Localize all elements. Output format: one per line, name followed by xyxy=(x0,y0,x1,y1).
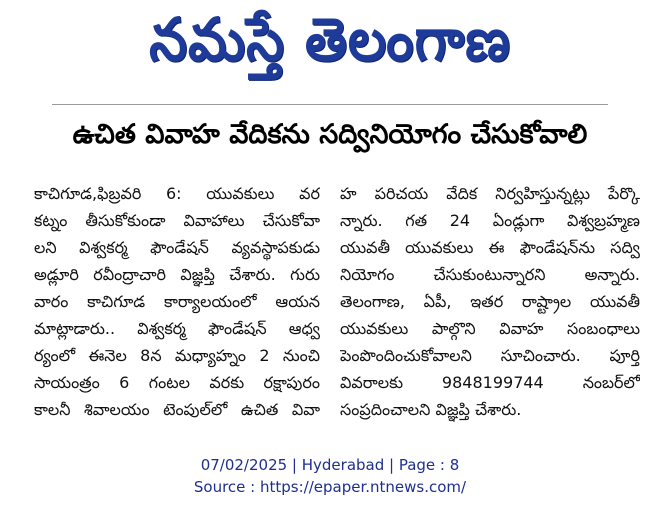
body-line: ర్యంలో ఈనెల 8న మధ్యాహ్నం 2 నుంచి xyxy=(34,346,320,365)
body-line: వారం కాచిగూడ కార్యాలయంలో ఆయన xyxy=(34,292,320,311)
body-line: యువకులు పాల్గొని వివాహ సంబంధాలు xyxy=(340,319,640,338)
edition-info: 07/02/2025 | Hyderabad | Page : 8 xyxy=(200,456,460,474)
divider-line xyxy=(52,104,608,105)
body-line: న్నారు. గత 24 ఏండ్లుగా విశ్వబ్రహ్మణ xyxy=(340,211,640,230)
newspaper-masthead xyxy=(0,4,660,90)
body-line: సాయంత్రం 6 గంటల వరకు రక్షాపురం xyxy=(34,373,320,392)
body-line: నియోగం చేసుకుంటున్నారని అన్నారు. xyxy=(340,265,640,284)
body-line: వివరాలకు 9848199744 నంబర్‌లో xyxy=(340,373,640,392)
page-footer xyxy=(0,454,660,498)
article-column-left xyxy=(20,180,320,430)
article-column-right xyxy=(340,180,640,430)
body-line: అడ్లూరి రవీంద్రాచారి విజ్ఞప్తి చేశారు. గురు xyxy=(34,265,320,284)
article-body xyxy=(20,180,640,430)
body-line: హ పరిచయ వేదిక నిర్వహిస్తున్నట్లు పేర్కొ xyxy=(340,184,640,203)
body-line: మాట్లాడారు.. విశ్వకర్మ ఫౌండేషన్ ఆధ్వ xyxy=(34,319,320,338)
body-line: కాచిగూడ,ఫిబ్రవరి 6: యువకులు వర xyxy=(34,184,320,203)
newspaper-logo: నమస్తే తెలంగాణ xyxy=(149,4,511,74)
article-headline: ఉచిత వివాహ వేదికను సద్వినియోగం చేసుకోవాలి xyxy=(72,119,588,150)
body-line: లని విశ్వకర్మ ఫౌండేషన్ వ్యవస్థాపకుడు xyxy=(34,238,320,257)
source-link[interactable]: Source : https://epaper.ntnews.com/ xyxy=(193,478,467,496)
body-line: సంప్రదించాలని విజ్ఞప్తి చేశారు. xyxy=(340,400,522,419)
body-line: తెలంగాణ, ఏపీ, ఇతర రాష్ట్రాల యువతీ xyxy=(340,292,640,311)
body-line: యువతీ యువకులు ఈ ఫౌండేషన్‌ను సద్వి xyxy=(340,238,640,257)
body-line: కాలనీ శివాలయం టెంపుల్‌లో ఉచిత వివా xyxy=(34,400,320,419)
body-line: పెంపొందించుకోవాలని సూచించారు. పూర్తి xyxy=(340,346,640,365)
body-line: కట్నం తీసుకోకుండా వివాహాలు చేసుకోవా xyxy=(34,211,320,230)
